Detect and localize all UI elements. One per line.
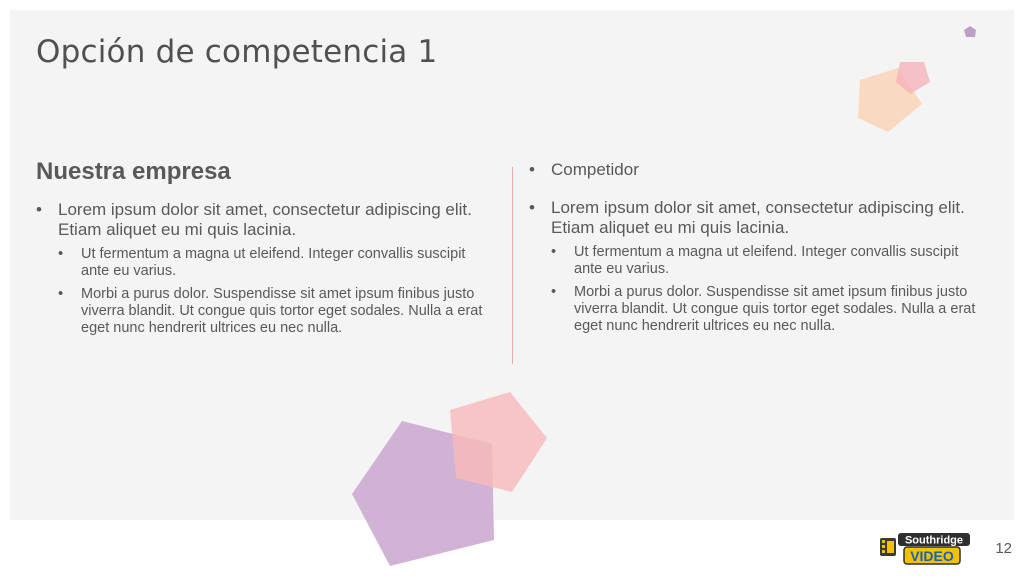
competitor-column [529,160,989,341]
sub-bullet-item: • Morbi a purus dolor. Suspendisse sit amet ipsum finibus justo viverra blandit. Ut congue quis tortor eget sodales. Nulla a erat eget nunc hendrerit ultrices eu nec nulla. [551,284,989,335]
bullet-item [36,200,496,337]
bullet-list [529,160,989,335]
column-heading: Nuestra empresa [36,158,231,185]
tiny-purple-pentagon [964,26,976,37]
sub-bullet-item: • Ut fermentum a magna ut eleifend. Integer convallis suscipit ante eu varius. [58,246,496,280]
sub-bullet-list [58,246,496,337]
sub-bullet-list [551,244,989,335]
sub-bullet-item: • Morbi a purus dolor. Suspendisse sit amet ipsum finibus justo viverra blandit. Ut congue quis tortor eget sodales. Nulla a erat eget nunc hendrerit ultrices eu nec nulla. [58,286,496,337]
logo-line1: Southridge [904,534,964,547]
column-divider [512,167,513,364]
bullet-text: Lorem ipsum dolor sit amet, consectetur adipiscing elit. Etiam aliquet eu mi quis lacinia. [551,198,965,237]
page-number: 12 [995,540,1012,557]
bullet-item [529,198,989,335]
bullet-text: Lorem ipsum dolor sit amet, consectetur adipiscing elit. Etiam aliquet eu mi quis lacinia. [58,200,472,239]
sub-bullet-item: • Ut fermentum a magna ut eleifend. Integer convallis suscipit ante eu varius. [551,244,989,278]
our-company-column [36,158,496,343]
bullet-list [36,200,496,337]
competitor-heading: • Competidor [529,160,989,180]
logo-line2: VIDEO [910,548,954,564]
southridge-video-logo [878,530,974,566]
slide-title: Opción de competencia 1 [36,34,438,70]
pink-pentagon [450,392,547,492]
